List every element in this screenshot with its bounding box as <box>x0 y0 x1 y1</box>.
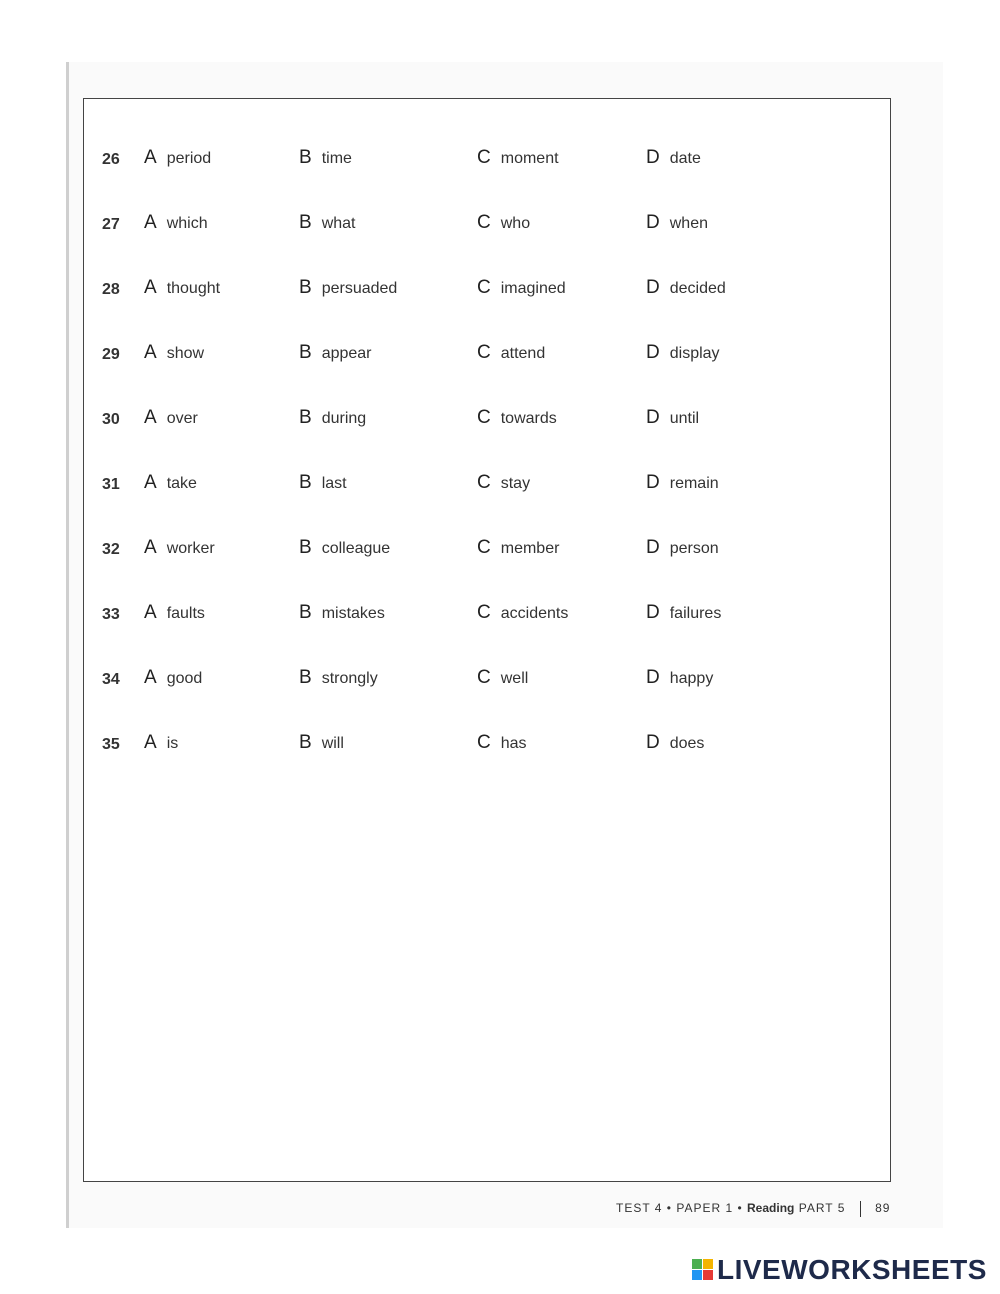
footer-divider <box>860 1201 861 1217</box>
question-number: 27 <box>102 216 120 233</box>
option-a[interactable] <box>144 732 178 754</box>
footer-prefix: TEST 4 • PAPER 1 • <box>616 1201 743 1216</box>
question-row <box>84 535 890 565</box>
question-number: 29 <box>102 346 120 363</box>
option-word: good <box>166 670 203 687</box>
question-number: 35 <box>102 736 120 753</box>
option-letter: C <box>477 472 491 493</box>
option-b[interactable] <box>299 667 378 689</box>
option-word: period <box>166 150 212 167</box>
option-d[interactable] <box>646 212 708 234</box>
option-letter: D <box>646 342 660 363</box>
option-letter: A <box>144 342 157 363</box>
option-word: worker <box>166 540 215 557</box>
logo-square <box>692 1259 702 1269</box>
option-letter: A <box>144 667 157 688</box>
option-d[interactable] <box>646 277 726 299</box>
option-letter: C <box>477 732 491 753</box>
question-row <box>84 470 890 500</box>
option-d[interactable] <box>646 407 699 429</box>
question-row <box>84 275 890 305</box>
option-b[interactable] <box>299 342 372 364</box>
logo-square <box>703 1270 713 1280</box>
option-word: stay <box>500 475 531 492</box>
option-word: persuaded <box>321 280 398 297</box>
option-word: time <box>321 150 352 167</box>
question-number: 31 <box>102 476 120 493</box>
question-row <box>84 210 890 240</box>
option-a[interactable] <box>144 472 197 494</box>
option-b[interactable] <box>299 732 344 754</box>
question-number: 26 <box>102 151 120 168</box>
option-letter: B <box>299 667 312 688</box>
option-a[interactable] <box>144 277 220 299</box>
option-letter: D <box>646 537 660 558</box>
option-a[interactable] <box>144 667 202 689</box>
question-row <box>84 730 890 760</box>
option-d[interactable] <box>646 667 713 689</box>
option-word: does <box>669 735 705 752</box>
option-a[interactable] <box>144 212 208 234</box>
option-d[interactable] <box>646 602 721 624</box>
option-letter: D <box>646 277 660 298</box>
option-letter: A <box>144 407 157 428</box>
option-word: towards <box>500 410 557 427</box>
question-row <box>84 665 890 695</box>
page-footer <box>616 1201 890 1217</box>
option-letter: B <box>299 342 312 363</box>
option-letter: B <box>299 407 312 428</box>
option-word: during <box>321 410 367 427</box>
option-word: when <box>669 215 708 232</box>
option-letter: C <box>477 147 491 168</box>
option-c[interactable] <box>477 667 528 689</box>
option-d[interactable] <box>646 147 701 169</box>
option-b[interactable] <box>299 147 352 169</box>
option-word: strongly <box>321 670 378 687</box>
question-number: 33 <box>102 606 120 623</box>
option-word: happy <box>669 670 714 687</box>
option-letter: C <box>477 602 491 623</box>
brand-text: LIVEWORKSHEETS <box>717 1254 987 1285</box>
option-letter: C <box>477 537 491 558</box>
question-row <box>84 405 890 435</box>
option-c[interactable] <box>477 277 566 299</box>
question-number: 30 <box>102 411 120 428</box>
footer-section: Reading <box>747 1201 795 1216</box>
option-word: display <box>669 345 720 362</box>
option-word: well <box>500 670 529 687</box>
option-word: last <box>321 475 347 492</box>
option-letter: D <box>646 602 660 623</box>
logo-square <box>692 1270 702 1280</box>
option-c[interactable] <box>477 147 559 169</box>
option-word: will <box>321 735 344 752</box>
logo-square <box>703 1259 713 1269</box>
option-word: over <box>166 410 198 427</box>
option-word: appear <box>321 345 372 362</box>
option-word: which <box>166 215 208 232</box>
option-letter: A <box>144 147 157 168</box>
option-d[interactable] <box>646 732 704 754</box>
question-frame <box>83 98 891 1182</box>
page-number: 89 <box>875 1201 891 1216</box>
option-letter: D <box>646 667 660 688</box>
option-word: mistakes <box>321 605 385 622</box>
option-b[interactable] <box>299 472 347 494</box>
option-word: accidents <box>500 605 569 622</box>
option-word: take <box>166 475 197 492</box>
option-letter: C <box>477 342 491 363</box>
option-letter: D <box>646 212 660 233</box>
option-letter: A <box>144 212 157 233</box>
question-row <box>84 340 890 370</box>
option-word: failures <box>669 605 722 622</box>
option-c[interactable] <box>477 472 530 494</box>
option-c[interactable] <box>477 407 557 429</box>
option-letter: A <box>144 732 157 753</box>
option-letter: D <box>646 732 660 753</box>
option-word: show <box>166 345 205 362</box>
option-word: imagined <box>500 280 566 297</box>
option-c[interactable] <box>477 537 559 559</box>
option-c[interactable] <box>477 602 568 624</box>
option-letter: D <box>646 407 660 428</box>
option-word: person <box>669 540 719 557</box>
question-row <box>84 600 890 630</box>
option-d[interactable] <box>646 537 719 559</box>
option-a[interactable] <box>144 147 211 169</box>
option-word: decided <box>669 280 726 297</box>
option-word: attend <box>500 345 546 362</box>
question-number: 32 <box>102 541 120 558</box>
option-letter: C <box>477 277 491 298</box>
option-letter: B <box>299 537 312 558</box>
option-b[interactable] <box>299 407 366 429</box>
liveworksheets-logo-icon <box>692 1259 714 1281</box>
option-letter: A <box>144 602 157 623</box>
option-word: has <box>500 735 527 752</box>
option-b[interactable] <box>299 277 397 299</box>
option-a[interactable] <box>144 602 205 624</box>
option-word: thought <box>166 280 221 297</box>
question-number: 34 <box>102 671 120 688</box>
option-letter: B <box>299 212 312 233</box>
option-letter: C <box>477 407 491 428</box>
option-letter: B <box>299 147 312 168</box>
option-c[interactable] <box>477 732 527 754</box>
option-a[interactable] <box>144 537 215 559</box>
option-word: until <box>669 410 700 427</box>
option-word: remain <box>669 475 719 492</box>
option-b[interactable] <box>299 212 355 234</box>
option-letter: C <box>477 212 491 233</box>
question-row <box>84 145 890 175</box>
option-word: date <box>669 150 701 167</box>
option-letter: B <box>299 472 312 493</box>
option-letter: B <box>299 277 312 298</box>
option-b[interactable] <box>299 537 390 559</box>
option-letter: A <box>144 472 157 493</box>
option-letter: A <box>144 277 157 298</box>
option-b[interactable] <box>299 602 385 624</box>
option-word: colleague <box>321 540 391 557</box>
option-word: who <box>500 215 531 232</box>
option-letter: B <box>299 732 312 753</box>
option-d[interactable] <box>646 472 719 494</box>
option-word: faults <box>166 605 205 622</box>
option-letter: B <box>299 602 312 623</box>
option-word: is <box>166 735 179 752</box>
question-number: 28 <box>102 281 120 298</box>
liveworksheets-brand <box>692 1255 987 1285</box>
option-word: moment <box>500 150 559 167</box>
option-word: member <box>500 540 560 557</box>
option-a[interactable] <box>144 342 204 364</box>
option-a[interactable] <box>144 407 198 429</box>
option-c[interactable] <box>477 342 545 364</box>
option-word: what <box>321 215 356 232</box>
option-letter: C <box>477 667 491 688</box>
option-d[interactable] <box>646 342 720 364</box>
option-letter: D <box>646 147 660 168</box>
option-letter: A <box>144 537 157 558</box>
option-letter: D <box>646 472 660 493</box>
footer-part: PART 5 <box>798 1201 846 1216</box>
option-c[interactable] <box>477 212 530 234</box>
